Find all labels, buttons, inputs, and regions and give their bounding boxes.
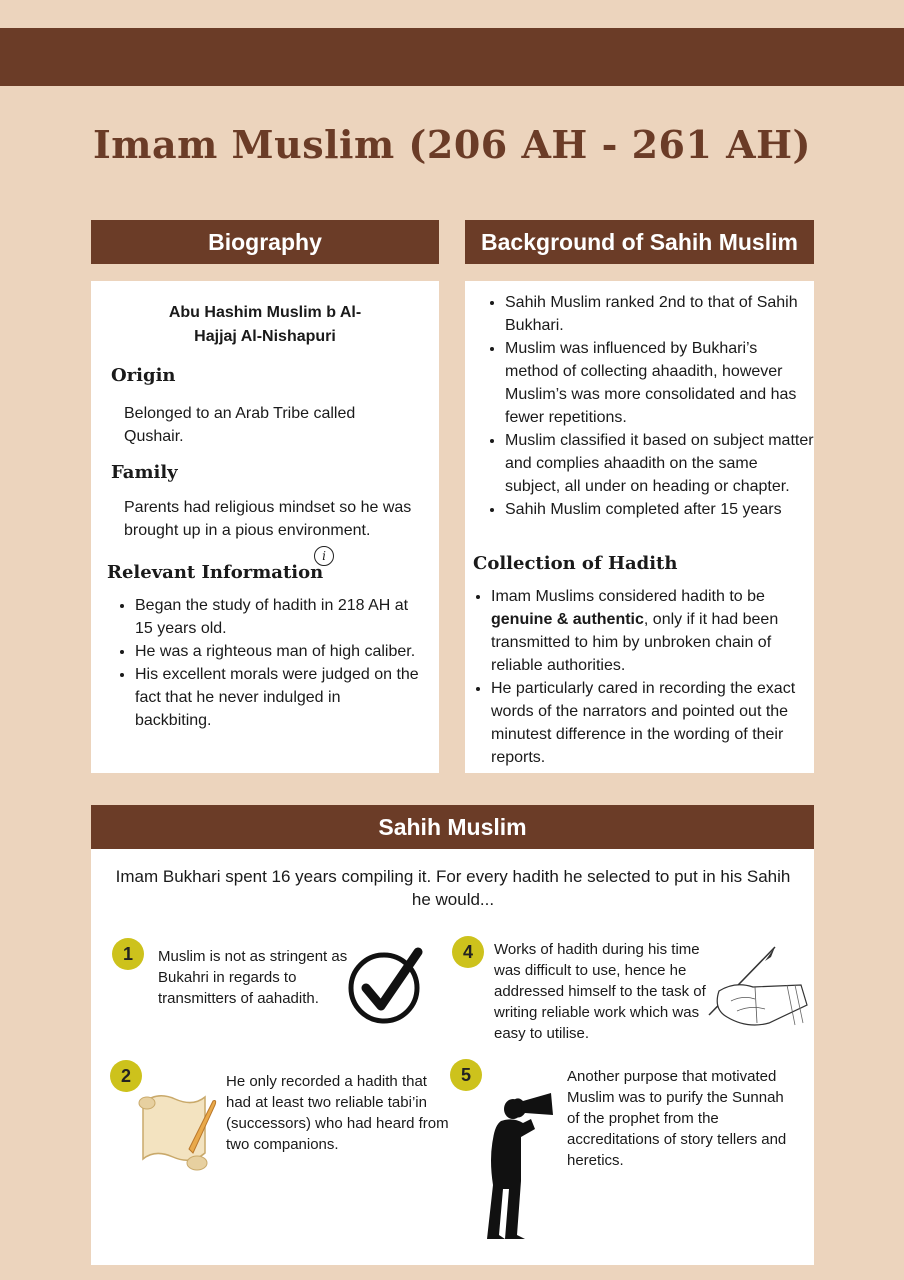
biography-card [91,281,439,773]
collection-item1-post: , only if it had been transmitted to him by unbroken chain of reliable authorities. [491,611,779,674]
list-item: • Sahih Muslim ranked 2nd to that of Sahih Bukhari. [505,291,815,337]
info-icon: i [314,546,334,566]
writing-hand-icon [691,945,811,1031]
list-item: • Muslim was influenced by Bukhari’s method of collecting ahaadith, however Muslim’s was more consolidated and has fewer repetitions. [505,337,815,429]
item-2-text: He only recorded a hadith that had at least two reliable tabi’in (successors) who had heard from two companions. [226,1073,449,1153]
item-5-text: Another purpose that motivated Muslim was to purify the Sunnah of the prophet from the accreditations of story tellers and heretics. [567,1068,787,1169]
scroll-icon [135,1089,219,1175]
top-banner [0,28,904,86]
collection-list [473,585,809,769]
list-item: • Sahih Muslim completed after 15 years [505,498,815,521]
list-item: • Began the study of hadith in 218 AH at 15 years old. [135,594,420,640]
town-crier-silhouette-icon [483,1089,555,1241]
origin-text: Belonged to an Arab Tribe called Qushair. [124,405,356,445]
background-list [487,291,815,521]
item-1-text: Muslim is not as stringent as Bukahri in regards to transmitters of aahadith. [158,948,348,1007]
biography-header: Biography [91,220,439,264]
number-badge-4: 4 [452,936,484,968]
collection-heading: Collection of Hadith [473,553,678,574]
list-item: • His excellent morals were judged on the fact that he never indulged in backbiting. [135,663,420,732]
sahih-header: Sahih Muslim [91,805,814,849]
sahih-card [91,849,814,1265]
relevant-info-heading: Relevant Information [107,562,324,583]
relevant-info-list [117,594,420,732]
list-item: • He particularly cared in recording the exact words of the narrators and pointed out the minutest difference in the wording of their reports. [491,677,809,769]
background-card [465,281,814,773]
list-item [491,585,809,677]
number-badge-5: 5 [450,1059,482,1091]
family-heading: Family [111,462,178,483]
list-item: • Muslim classified it based on subject matter and complies ahaadith on the same subject, all under on heading or chapter. [505,429,815,498]
collection-item1-bold: genuine & authentic [491,611,644,628]
checkmark-icon [348,946,426,1026]
biography-name: Abu Hashim Muslim b Al-Hajjaj Al-Nishapuri [168,304,362,345]
family-text: Parents had religious mindset so he was brought up in a pious environment. [124,499,412,539]
list-item: • He was a righteous man of high caliber. [135,640,420,663]
collection-item1-pre: Imam Muslims considered hadith to be [491,588,765,605]
item-4-text: Works of hadith during his time was difficult to use, hence he addressed himself to the task of writing reliable work which was easy to utilise. [494,941,706,1042]
page-title: Imam Muslim (206 AH - 261 AH) [92,122,811,167]
origin-heading: Origin [111,365,176,386]
number-badge-2: 2 [110,1060,142,1092]
background-header: Background of Sahih Muslim [465,220,814,264]
number-badge-1: 1 [112,938,144,970]
sahih-intro: Imam Bukhari spent 16 years compiling it. For every hadith he selected to put in his Sahih he would... [115,867,791,909]
